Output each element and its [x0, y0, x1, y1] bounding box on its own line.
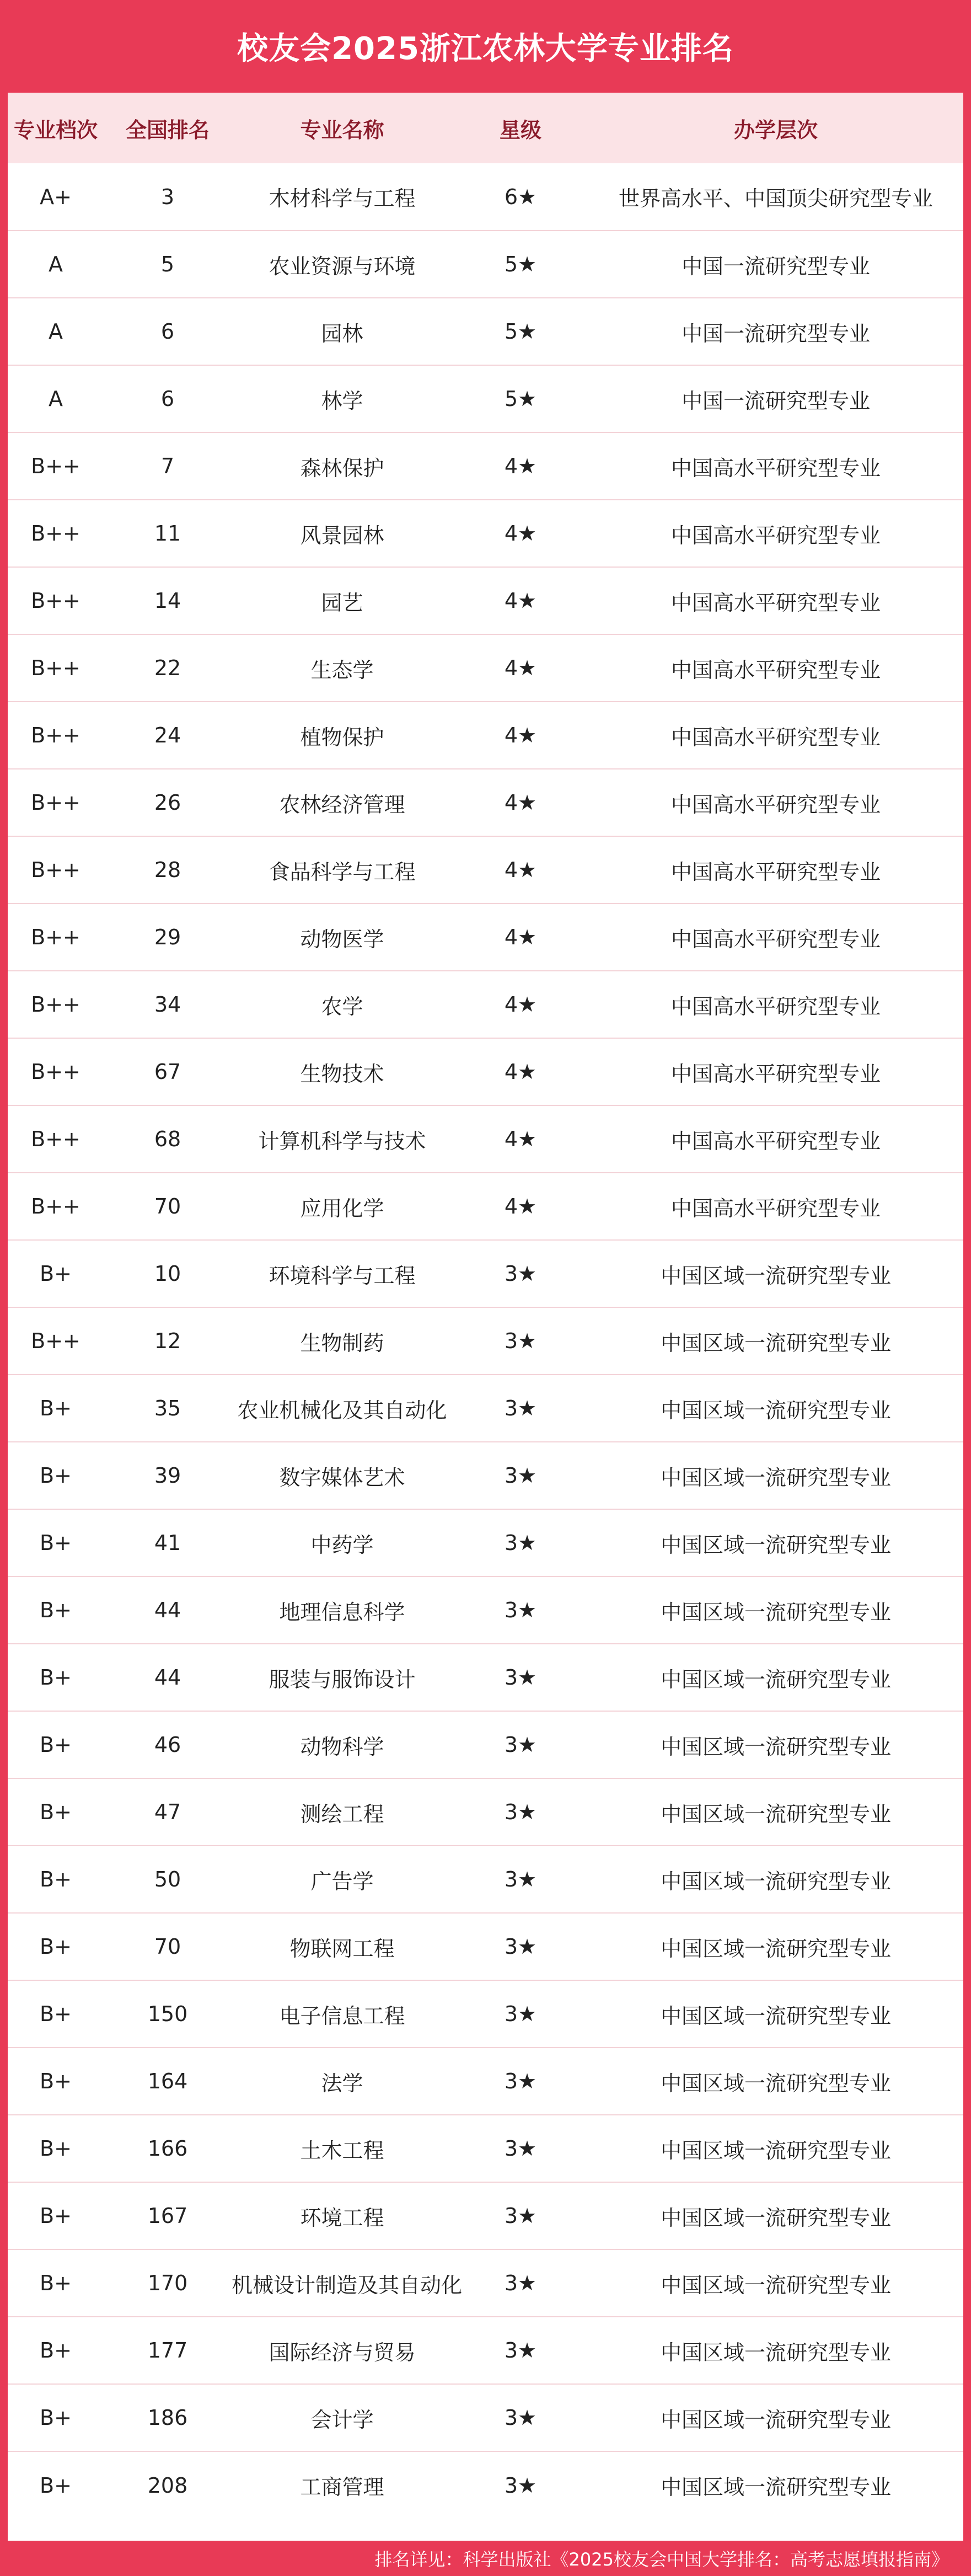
table-row — [8, 1173, 963, 1240]
table-row — [8, 1576, 963, 1644]
ranking-table-container — [8, 93, 963, 2541]
cell-grade: B+ — [8, 1711, 104, 1778]
cell-star-level: 3★ — [453, 1509, 588, 1576]
cell-national-rank: 166 — [104, 2115, 232, 2182]
table-row — [8, 1980, 963, 2048]
cell-grade: B+ — [8, 2317, 104, 2384]
cell-school-level: 中国区域一流研究型专业 — [588, 1980, 963, 2048]
cell-school-level: 中国区域一流研究型专业 — [588, 2182, 963, 2249]
cell-national-rank: 186 — [104, 2384, 232, 2451]
table-row — [8, 1778, 963, 1846]
header-star-level: 星级 — [499, 117, 541, 142]
cell-star-level: 4★ — [453, 432, 588, 500]
cell-school-level: 中国一流研究型专业 — [588, 298, 963, 365]
cell-star-level: 3★ — [453, 2317, 588, 2384]
cell-grade: B+ — [8, 1913, 104, 1980]
cell-school-level: 中国高水平研究型专业 — [588, 634, 963, 702]
cell-major-name: 农业资源与环境 — [232, 231, 453, 298]
cell-star-level: 4★ — [453, 500, 588, 567]
cell-national-rank: 167 — [104, 2182, 232, 2249]
cell-grade: B+ — [8, 1644, 104, 1711]
cell-star-level: 3★ — [453, 1778, 588, 1846]
cell-star-level: 3★ — [453, 1442, 588, 1509]
cell-grade: B++ — [8, 432, 104, 500]
cell-major-name: 植物保护 — [232, 702, 453, 769]
cell-star-level: 3★ — [453, 1711, 588, 1778]
cell-national-rank: 39 — [104, 1442, 232, 1509]
cell-school-level: 中国区域一流研究型专业 — [588, 2317, 963, 2384]
cell-grade: B+ — [8, 1576, 104, 1644]
cell-national-rank: 164 — [104, 2048, 232, 2115]
cell-national-rank: 46 — [104, 1711, 232, 1778]
cell-major-name: 物联网工程 — [232, 1913, 453, 1980]
cell-major-name: 园艺 — [232, 567, 453, 634]
cell-grade: A — [8, 365, 104, 432]
cell-grade: B+ — [8, 1240, 104, 1307]
table-row — [8, 904, 963, 971]
cell-school-level: 中国区域一流研究型专业 — [588, 1240, 963, 1307]
cell-grade: B++ — [8, 1038, 104, 1105]
cell-grade: B+ — [8, 2048, 104, 2115]
cell-major-name: 会计学 — [232, 2384, 453, 2451]
cell-national-rank: 170 — [104, 2249, 232, 2317]
cell-school-level: 中国高水平研究型专业 — [588, 567, 963, 634]
cell-grade: B+ — [8, 2115, 104, 2182]
cell-national-rank: 47 — [104, 1778, 232, 1846]
cell-major-name: 土木工程 — [232, 2115, 453, 2182]
cell-star-level: 5★ — [453, 231, 588, 298]
cell-star-level: 4★ — [453, 1173, 588, 1240]
cell-national-rank: 44 — [104, 1644, 232, 1711]
cell-school-level: 中国高水平研究型专业 — [588, 1038, 963, 1105]
table-row — [8, 1307, 963, 1375]
cell-major-name: 测绘工程 — [232, 1778, 453, 1846]
cell-star-level: 3★ — [453, 1307, 588, 1375]
table-row — [8, 702, 963, 769]
cell-grade: B++ — [8, 1105, 104, 1173]
cell-star-level: 4★ — [453, 567, 588, 634]
cell-star-level: 3★ — [453, 2048, 588, 2115]
cell-school-level: 中国一流研究型专业 — [588, 231, 963, 298]
cell-school-level: 中国区域一流研究型专业 — [588, 1375, 963, 1442]
table-header-row — [8, 93, 963, 163]
cell-national-rank: 24 — [104, 702, 232, 769]
table-row — [8, 1240, 963, 1307]
cell-school-level: 中国高水平研究型专业 — [588, 904, 963, 971]
cell-major-name: 农林经济管理 — [232, 769, 453, 836]
cell-grade: B+ — [8, 1846, 104, 1913]
ranking-table — [8, 93, 963, 2519]
cell-major-name: 广告学 — [232, 1846, 453, 1913]
cell-star-level: 3★ — [453, 2384, 588, 2451]
cell-star-level: 4★ — [453, 634, 588, 702]
cell-grade: B+ — [8, 2249, 104, 2317]
table-row — [8, 500, 963, 567]
cell-major-name: 风景园林 — [232, 500, 453, 567]
cell-star-level: 3★ — [453, 1980, 588, 2048]
cell-major-name: 森林保护 — [232, 432, 453, 500]
cell-school-level: 中国区域一流研究型专业 — [588, 2115, 963, 2182]
table-row — [8, 432, 963, 500]
cell-grade: A — [8, 231, 104, 298]
cell-national-rank: 7 — [104, 432, 232, 500]
cell-grade: B++ — [8, 500, 104, 567]
cell-major-name: 农业机械化及其自动化 — [232, 1375, 453, 1442]
cell-national-rank: 26 — [104, 769, 232, 836]
table-row — [8, 298, 963, 365]
cell-major-name: 生物制药 — [232, 1307, 453, 1375]
cell-national-rank: 67 — [104, 1038, 232, 1105]
cell-star-level: 4★ — [453, 1105, 588, 1173]
cell-star-level: 5★ — [453, 365, 588, 432]
header-major-name: 专业名称 — [300, 117, 384, 142]
table-row — [8, 2048, 963, 2115]
cell-major-name: 园林 — [232, 298, 453, 365]
cell-grade: B++ — [8, 702, 104, 769]
cell-grade: B++ — [8, 971, 104, 1038]
cell-national-rank: 6 — [104, 365, 232, 432]
cell-major-name: 电子信息工程 — [232, 1980, 453, 2048]
table-row — [8, 2384, 963, 2451]
cell-major-name: 动物医学 — [232, 904, 453, 971]
cell-school-level: 中国区域一流研究型专业 — [588, 1644, 963, 1711]
cell-national-rank: 12 — [104, 1307, 232, 1375]
cell-star-level: 3★ — [453, 1846, 588, 1913]
table-row — [8, 769, 963, 836]
cell-star-level: 4★ — [453, 904, 588, 971]
cell-star-level: 4★ — [453, 971, 588, 1038]
cell-major-name: 应用化学 — [232, 1173, 453, 1240]
table-row — [8, 1038, 963, 1105]
cell-major-name: 生物技术 — [232, 1038, 453, 1105]
cell-grade: B++ — [8, 904, 104, 971]
table-row — [8, 567, 963, 634]
cell-national-rank: 177 — [104, 2317, 232, 2384]
table-row — [8, 2317, 963, 2384]
table-row — [8, 231, 963, 298]
cell-school-level: 中国区域一流研究型专业 — [588, 1307, 963, 1375]
cell-star-level: 3★ — [453, 2249, 588, 2317]
cell-star-level: 3★ — [453, 1576, 588, 1644]
cell-school-level: 中国区域一流研究型专业 — [588, 1778, 963, 1846]
cell-school-level: 中国区域一流研究型专业 — [588, 1442, 963, 1509]
table-row — [8, 1711, 963, 1778]
cell-grade: B+ — [8, 2451, 104, 2519]
cell-major-name: 食品科学与工程 — [232, 836, 453, 904]
cell-grade: B+ — [8, 1442, 104, 1509]
cell-grade: B++ — [8, 1307, 104, 1375]
cell-national-rank: 208 — [104, 2451, 232, 2519]
cell-national-rank: 11 — [104, 500, 232, 567]
cell-major-name: 国际经济与贸易 — [232, 2317, 453, 2384]
cell-star-level: 3★ — [453, 1240, 588, 1307]
cell-grade: B+ — [8, 1375, 104, 1442]
cell-school-level: 中国区域一流研究型专业 — [588, 1846, 963, 1913]
cell-major-name: 生态学 — [232, 634, 453, 702]
cell-national-rank: 10 — [104, 1240, 232, 1307]
cell-major-name: 服装与服饰设计 — [232, 1644, 453, 1711]
cell-school-level: 中国区域一流研究型专业 — [588, 1913, 963, 1980]
cell-grade: B++ — [8, 1173, 104, 1240]
cell-school-level: 中国高水平研究型专业 — [588, 769, 963, 836]
cell-national-rank: 50 — [104, 1846, 232, 1913]
page-title: 校友会2025浙江农林大学专业排名 — [237, 31, 734, 67]
cell-major-name: 农学 — [232, 971, 453, 1038]
cell-major-name: 法学 — [232, 2048, 453, 2115]
cell-star-level: 4★ — [453, 702, 588, 769]
cell-national-rank: 28 — [104, 836, 232, 904]
header-grade: 专业档次 — [13, 117, 98, 142]
cell-star-level: 3★ — [453, 1375, 588, 1442]
cell-star-level: 3★ — [453, 2182, 588, 2249]
cell-major-name: 机械设计制造及其自动化 — [232, 2249, 453, 2317]
cell-national-rank: 29 — [104, 904, 232, 971]
cell-major-name: 计算机科学与技术 — [232, 1105, 453, 1173]
cell-national-rank: 34 — [104, 971, 232, 1038]
cell-school-level: 世界高水平、中国顶尖研究型专业 — [618, 186, 933, 211]
source-footnote: 排名详见：科学出版社《2025校友会中国大学排名：高考志愿填报指南》 — [374, 2549, 949, 2570]
cell-school-level: 中国高水平研究型专业 — [588, 432, 963, 500]
cell-star-level: 6★ — [504, 184, 537, 209]
table-row — [8, 365, 963, 432]
cell-national-rank: 3 — [160, 184, 175, 209]
cell-national-rank: 150 — [104, 1980, 232, 2048]
cell-national-rank: 70 — [104, 1913, 232, 1980]
cell-grade: B+ — [8, 2384, 104, 2451]
cell-major-name: 动物科学 — [232, 1711, 453, 1778]
cell-grade: A — [8, 298, 104, 365]
cell-major-name: 地理信息科学 — [232, 1576, 453, 1644]
table-row — [8, 1913, 963, 1980]
cell-star-level: 4★ — [453, 836, 588, 904]
cell-national-rank: 68 — [104, 1105, 232, 1173]
table-body — [8, 163, 963, 2519]
table-row — [8, 1375, 963, 1442]
cell-school-level: 中国区域一流研究型专业 — [588, 2451, 963, 2519]
cell-national-rank: 14 — [104, 567, 232, 634]
table-row — [8, 1105, 963, 1173]
cell-grade: B+ — [8, 1778, 104, 1846]
cell-major-name: 环境科学与工程 — [232, 1240, 453, 1307]
cell-star-level: 5★ — [453, 298, 588, 365]
cell-major-name: 木材科学与工程 — [269, 186, 416, 211]
cell-school-level: 中国区域一流研究型专业 — [588, 2384, 963, 2451]
cell-school-level: 中国一流研究型专业 — [588, 365, 963, 432]
table-row — [8, 971, 963, 1038]
cell-grade: B+ — [8, 1980, 104, 2048]
table-row — [8, 1846, 963, 1913]
cell-major-name: 工商管理 — [232, 2451, 453, 2519]
table-row — [8, 163, 963, 231]
cell-star-level: 4★ — [453, 769, 588, 836]
cell-school-level: 中国区域一流研究型专业 — [588, 1576, 963, 1644]
cell-grade: B++ — [8, 634, 104, 702]
cell-school-level: 中国高水平研究型专业 — [588, 971, 963, 1038]
cell-national-rank: 35 — [104, 1375, 232, 1442]
header-school-level: 办学层次 — [733, 117, 818, 142]
table-row — [8, 1442, 963, 1509]
table-row — [8, 836, 963, 904]
cell-grade: B++ — [8, 567, 104, 634]
cell-school-level: 中国高水平研究型专业 — [588, 702, 963, 769]
cell-major-name: 林学 — [232, 365, 453, 432]
cell-national-rank: 5 — [104, 231, 232, 298]
cell-school-level: 中国高水平研究型专业 — [588, 836, 963, 904]
cell-grade: B++ — [8, 769, 104, 836]
table-row — [8, 1509, 963, 1576]
cell-national-rank: 44 — [104, 1576, 232, 1644]
table-row — [8, 2451, 963, 2519]
table-header — [8, 93, 963, 163]
table-row — [8, 2182, 963, 2249]
cell-grade: B++ — [8, 836, 104, 904]
cell-star-level: 3★ — [453, 1644, 588, 1711]
cell-major-name: 数字媒体艺术 — [232, 1442, 453, 1509]
cell-major-name: 环境工程 — [232, 2182, 453, 2249]
cell-school-level: 中国区域一流研究型专业 — [588, 1509, 963, 1576]
header-national-rank: 全国排名 — [125, 117, 210, 142]
table-row — [8, 2115, 963, 2182]
cell-school-level: 中国区域一流研究型专业 — [588, 2048, 963, 2115]
cell-school-level: 中国高水平研究型专业 — [588, 1105, 963, 1173]
cell-school-level: 中国区域一流研究型专业 — [588, 2249, 963, 2317]
cell-major-name: 中药学 — [232, 1509, 453, 1576]
cell-star-level: 4★ — [453, 1038, 588, 1105]
cell-school-level: 中国区域一流研究型专业 — [588, 1711, 963, 1778]
table-row — [8, 634, 963, 702]
cell-school-level: 中国高水平研究型专业 — [588, 1173, 963, 1240]
cell-national-rank: 70 — [104, 1173, 232, 1240]
cell-grade: B+ — [8, 2182, 104, 2249]
cell-star-level: 3★ — [453, 2451, 588, 2519]
cell-national-rank: 6 — [104, 298, 232, 365]
cell-star-level: 3★ — [453, 2115, 588, 2182]
cell-national-rank: 22 — [104, 634, 232, 702]
table-row — [8, 1644, 963, 1711]
table-row — [8, 2249, 963, 2317]
cell-grade: A+ — [40, 184, 72, 209]
cell-star-level: 3★ — [453, 1913, 588, 1980]
cell-school-level: 中国高水平研究型专业 — [588, 500, 963, 567]
cell-grade: B+ — [8, 1509, 104, 1576]
cell-national-rank: 41 — [104, 1509, 232, 1576]
